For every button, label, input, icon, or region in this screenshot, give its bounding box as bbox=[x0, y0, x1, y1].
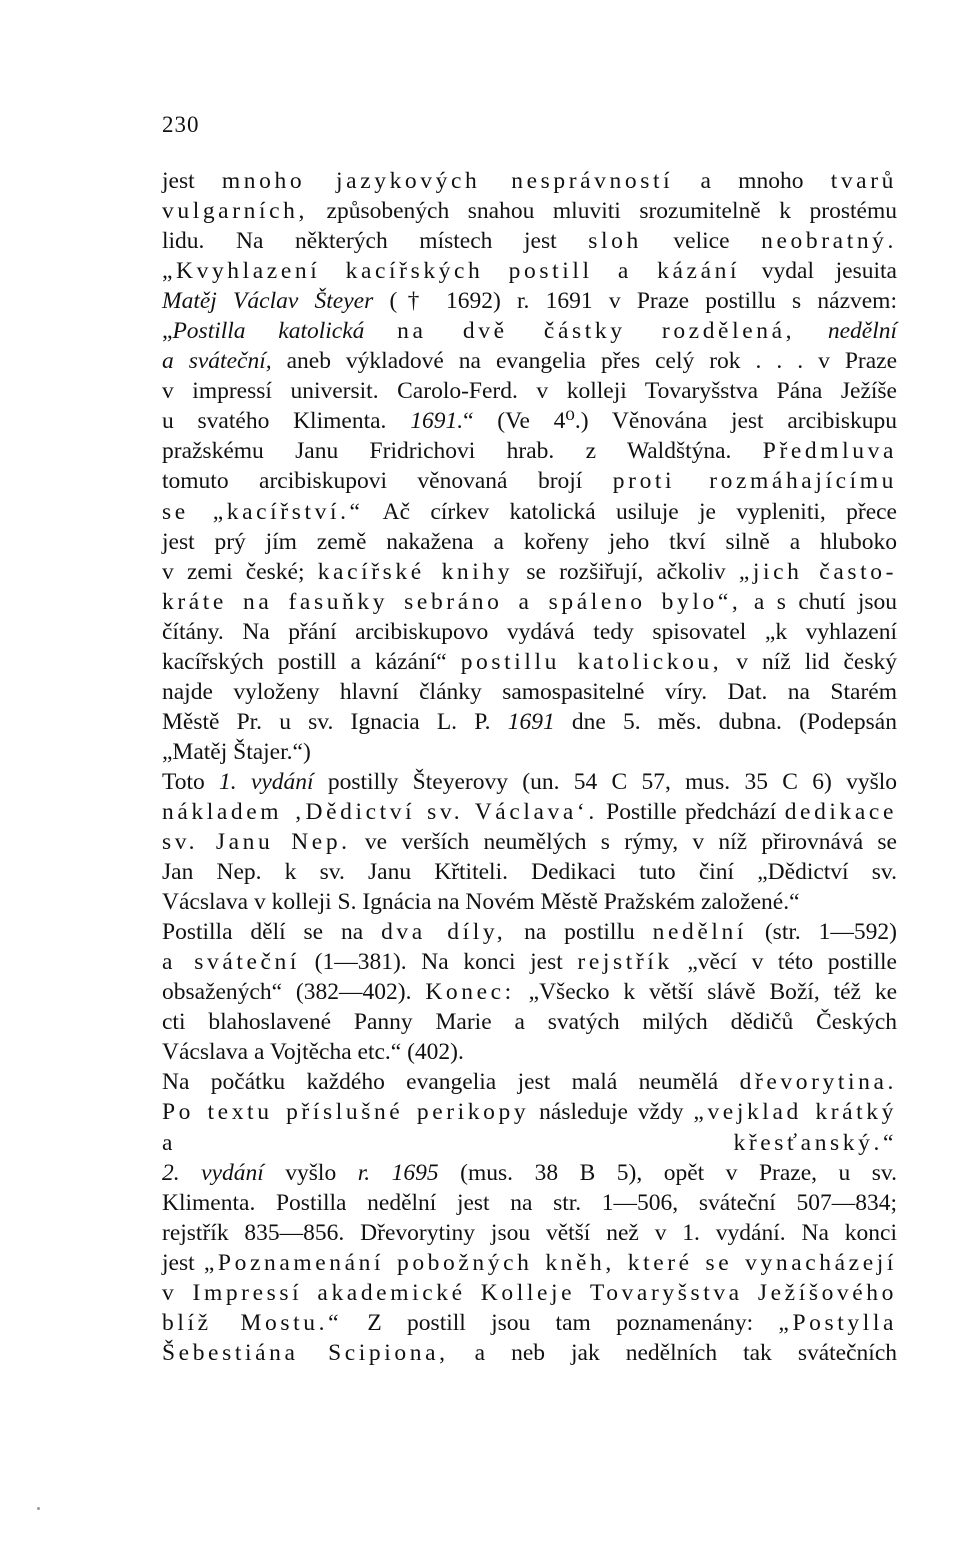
text-run bbox=[364, 318, 397, 344]
text-run: lidu. Na některých místech jest bbox=[162, 228, 589, 255]
text-run: rejstřík 835—856. Dřevorytiny jsou větší než v 1. vydání. Na konci bbox=[162, 1219, 897, 1246]
italic-text: 2. vydání bbox=[162, 1159, 264, 1186]
text-run: “ (Ve 4⁰.) Věnována jest arcibiskupu bbox=[463, 408, 898, 435]
text-run: na postillu bbox=[506, 919, 653, 946]
text-run: „Matěj Štajer.“) bbox=[162, 738, 311, 765]
text-run: dne 5. měs. dubna. (Podepsán bbox=[554, 708, 897, 735]
text-line bbox=[162, 527, 897, 557]
text-line bbox=[162, 1218, 897, 1248]
text-run: a mnoho bbox=[673, 168, 831, 194]
page-number: 230 bbox=[162, 112, 200, 137]
text-line bbox=[162, 1037, 897, 1067]
text-run: „Všecko k větší slávě Boží, též ke bbox=[514, 979, 898, 1006]
text-run: tomuto arcibiskupovi věnovaná brojí bbox=[162, 468, 613, 495]
spaced-text: a sváteční bbox=[162, 949, 301, 976]
spaced-text: sloh bbox=[588, 228, 642, 255]
text-line bbox=[162, 827, 897, 857]
text-run: jest bbox=[162, 1249, 204, 1276]
spaced-text: a křesťanský.“ bbox=[162, 1129, 897, 1156]
spaced-text: Konec: bbox=[425, 979, 515, 1006]
text-run: způsobených snahou mluviti srozumitelně k prostému bbox=[307, 198, 897, 225]
spaced-text: blíž Mostu.“ bbox=[162, 1309, 343, 1336]
spaced-text: dedikace bbox=[784, 798, 897, 825]
spaced-text: „Poznamenání pobožných kněh, které se vynacházejí bbox=[203, 1249, 897, 1276]
text-run: (mus. 38 B 5), opět v Praze, u sv. bbox=[438, 1159, 898, 1186]
text-line bbox=[162, 376, 897, 406]
text-line bbox=[162, 436, 897, 466]
text-run: ve verších neumělých s rýmy, v níž přirovnává se bbox=[350, 829, 897, 856]
text-line bbox=[162, 1278, 897, 1308]
text-run: pražskému Janu Fridrichovi hrab. z Waldštýna. bbox=[162, 438, 763, 465]
text-line bbox=[162, 196, 897, 226]
text-line bbox=[162, 857, 897, 887]
text-line bbox=[162, 767, 897, 797]
text-run: Postille předchází bbox=[597, 798, 785, 825]
text-line bbox=[162, 1308, 897, 1338]
text-run: Z postill jsou tam poznamenány: bbox=[342, 1309, 779, 1336]
spaced-text: kacířské knihy bbox=[317, 558, 514, 585]
italic-text: Matěj Václav Šteyer bbox=[162, 288, 374, 315]
text-run: cti blahoslavené Panny Marie a svatých milých dědičů Českých bbox=[162, 1009, 897, 1036]
text-line bbox=[162, 587, 897, 617]
italic-text: Postilla katolická bbox=[172, 318, 365, 345]
text-run: vydal jesuita bbox=[740, 258, 897, 285]
spaced-text: neobratný. bbox=[761, 228, 897, 255]
text-run: se rozšiřují, ačkoliv bbox=[513, 558, 739, 585]
text-run: a neb jak nedělních tak svátečních bbox=[448, 1339, 897, 1366]
text-run bbox=[795, 318, 828, 344]
text-line bbox=[162, 557, 897, 587]
stray-mark bbox=[37, 1507, 40, 1510]
text-line bbox=[162, 286, 897, 316]
text-run: Toto bbox=[162, 768, 220, 795]
text-run: kacířských postill a kázání“ bbox=[162, 648, 461, 675]
text-run: „ bbox=[162, 318, 173, 345]
text-line bbox=[162, 1248, 897, 1278]
text-run: a s chutí jsou bbox=[741, 588, 898, 615]
italic-text: 1. vydání bbox=[219, 768, 314, 795]
text-run: následuje vždy bbox=[529, 1099, 694, 1126]
spaced-text: nedělní bbox=[652, 919, 747, 946]
spaced-text: rejstřík bbox=[577, 949, 673, 976]
text-line bbox=[162, 797, 897, 827]
text-line bbox=[162, 166, 897, 196]
text-line bbox=[162, 346, 897, 376]
spaced-text: Šebestiána Scipiona, bbox=[162, 1339, 449, 1366]
spaced-text: v Impressí akademické Kolleje Tovaryšstva Ježíšového bbox=[162, 1279, 897, 1306]
text-line bbox=[162, 737, 897, 767]
text-run: obsažených“ (382—402). bbox=[162, 979, 426, 1006]
italic-text: 1691. bbox=[410, 408, 464, 435]
text-run: velice bbox=[641, 228, 762, 255]
text-run: „věcí v této postille bbox=[672, 949, 897, 976]
spaced-text: na dvě částky rozdělená, bbox=[397, 318, 796, 345]
italic-text: nedělní bbox=[827, 318, 898, 345]
text-run: vyšlo bbox=[263, 1159, 358, 1186]
text-run: (1—381). Na konci jest bbox=[300, 949, 578, 976]
text-run: v níž lid český bbox=[722, 648, 897, 675]
spaced-text: Po textu příslušné perikopy bbox=[162, 1099, 530, 1126]
text-line bbox=[162, 1067, 897, 1097]
spaced-text: vulgarních, bbox=[162, 198, 308, 225]
text-line bbox=[162, 1097, 897, 1127]
text-run: Na počátku každého evangelia jest malá neumělá bbox=[162, 1069, 740, 1096]
text-line bbox=[162, 316, 897, 346]
text-run: najde vyloženy hlavní články samospasitelné víry. Dat. na Starém bbox=[162, 678, 897, 705]
text-line bbox=[162, 977, 897, 1007]
text-line bbox=[162, 647, 897, 677]
text-run: jest bbox=[162, 168, 222, 194]
spaced-text: „vejklad krátký bbox=[693, 1099, 897, 1126]
text-line bbox=[162, 466, 897, 496]
text-run: v zemi české; bbox=[162, 558, 318, 585]
spaced-text: proti rozmáhajícímu bbox=[612, 468, 897, 495]
text-run: Vácslava a Vojtěcha etc.“ (402). bbox=[162, 1039, 464, 1066]
text-line bbox=[162, 617, 897, 647]
text-line bbox=[162, 256, 897, 286]
text-run: jest prý jím země nakažena a kořeny jeho tkví silně a hluboko bbox=[162, 528, 897, 555]
text-line bbox=[162, 677, 897, 707]
text-run: aneb výkladové na evangelia přes celý rok . . . v Praze bbox=[271, 348, 898, 375]
body-text bbox=[162, 166, 897, 1368]
spaced-text: dva díly, bbox=[381, 919, 507, 946]
spaced-text: se „kacířství.“ bbox=[162, 498, 364, 525]
text-run: († 1692) r. 1691 v Praze postillu s názvem: bbox=[373, 288, 897, 315]
text-line bbox=[162, 1158, 897, 1188]
text-run: (str. 1—592) bbox=[746, 919, 897, 946]
spaced-text: nákladem ‚Dědictví sv. Václava‘. bbox=[162, 798, 598, 825]
text-run: Postilla dělí se na bbox=[162, 919, 382, 946]
text-line bbox=[162, 1188, 897, 1218]
spaced-text: „Postylla bbox=[778, 1309, 897, 1336]
spaced-text: Předmluva bbox=[762, 438, 897, 465]
text-run: postilly Šteyerovy (un. 54 C 57, mus. 35 C 6) vyšlo bbox=[313, 768, 897, 795]
italic-text: 1691 bbox=[507, 708, 555, 735]
text-run: v impressí universit. Carolo-Ferd. v kolleji Tovaryšstva Pána Ježíše bbox=[162, 378, 897, 405]
text-run: Jan Nep. k sv. Janu Křtiteli. Dedikaci tuto činí „Dědictví sv. bbox=[162, 859, 897, 886]
text-line bbox=[162, 497, 897, 527]
italic-text: r. 1695 bbox=[357, 1159, 439, 1186]
spaced-text: kráte na fasuňky sebráno a spáleno bylo“, bbox=[162, 588, 742, 615]
italic-text: a sváteční, bbox=[162, 348, 272, 375]
text-run: čítány. Na přání arcibiskupovo vydává tedy spisovatel „k vyhlazení bbox=[162, 618, 897, 645]
text-run: Městě Pr. u sv. Ignacia L. P. bbox=[162, 708, 508, 735]
spaced-text: tvarů bbox=[830, 168, 897, 194]
spaced-text: dřevorytina. bbox=[739, 1069, 897, 1096]
text-line bbox=[162, 917, 897, 947]
text-line bbox=[162, 707, 897, 737]
spaced-text: „jich často- bbox=[738, 558, 897, 585]
text-line bbox=[162, 226, 897, 256]
spaced-text: „Kvyhlazení kacířských postill a kázání bbox=[162, 258, 741, 285]
text-line bbox=[162, 1007, 897, 1037]
spaced-text: postillu katolickou, bbox=[460, 648, 723, 675]
text-line bbox=[162, 947, 897, 977]
spaced-text: sv. Janu Nep. bbox=[162, 829, 351, 856]
spaced-text: mnoho jazykových nesprávností bbox=[221, 168, 674, 194]
text-run: Ač církev katolická usiluje je vypleniti, přece bbox=[363, 498, 897, 525]
text-line bbox=[162, 406, 897, 436]
text-run: u svatého Klimenta. bbox=[162, 408, 411, 435]
text-line bbox=[162, 1338, 897, 1368]
text-line bbox=[162, 887, 897, 917]
text-run: Klimenta. Postilla nedělní jest na str. 1—506, sváteční 507—834; bbox=[162, 1189, 897, 1216]
text-line bbox=[162, 1128, 897, 1158]
text-run: Vácslava v kolleji S. Ignácia na Novém Městě Pražském založené.“ bbox=[162, 889, 800, 916]
